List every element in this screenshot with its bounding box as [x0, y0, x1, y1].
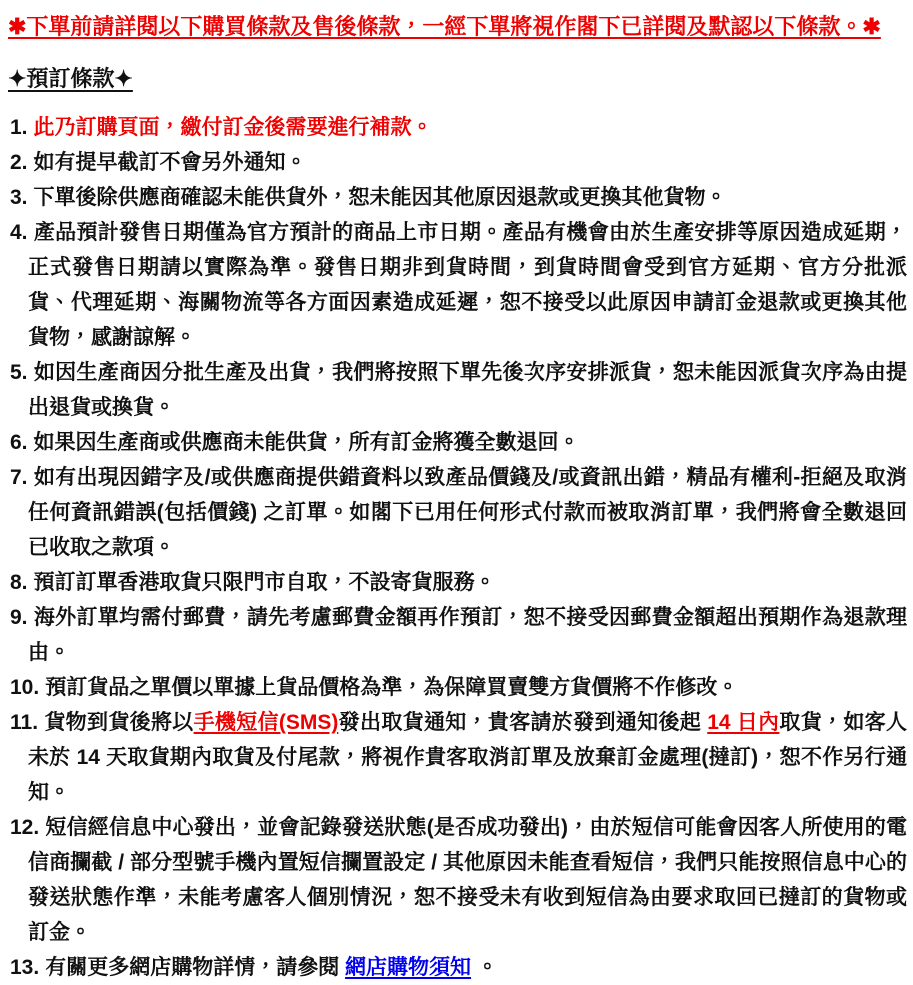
- term-text-highlight: 此乃訂購頁面，繳付訂金後需要進行補款。: [33, 116, 433, 139]
- term-text: 短信經信息中心發出，並會記錄發送狀態(是否成功發出)，由於短信可能會因客人所使用的電信商攔截 / 部分型號手機內置短信攔置設定 / 其他原因未能查看短信，我們只能按照信息中心的發送狀態作準，未能考慮客人個別情況，恕不接受未有收到短信為由要求取回已撻訂的貨物或訂金。: [28, 816, 907, 944]
- term-number: 8.: [10, 571, 28, 594]
- term-text: 預訂訂單香港取貨只限門市自取，不設寄貨服務。: [33, 571, 496, 594]
- term-text-emphasis: 14 日內: [707, 711, 780, 734]
- section-heading-preorder-terms: ✦預訂條款✦: [8, 66, 133, 91]
- term-text: 貨物到貨後將以: [44, 711, 194, 734]
- term-number: 5.: [10, 361, 28, 384]
- term-text: 海外訂單均需付郵費，請先考慮郵費金額再作預訂，恕不接受因郵費金額超出預期作為退款理由。: [28, 606, 907, 664]
- term-text-emphasis: 手機短信(SMS): [193, 711, 339, 734]
- term-text: 發出取貨通知，貴客請於發到通知後起: [338, 711, 708, 734]
- term-item-5: [0, 355, 913, 425]
- term-item-7: [0, 460, 913, 565]
- term-item-10: [0, 670, 913, 705]
- term-text: 如因生產商因分批生產及出貨，我們將按照下單先後次序安排派貨，恕未能因派貨次序為由提出退貨或換貨。: [28, 361, 907, 419]
- term-item-9: [0, 600, 913, 670]
- term-text: 。: [471, 956, 498, 979]
- term-item-2: [0, 145, 913, 180]
- term-text: 下單後除供應商確認未能供貨外，恕未能因其他原因退款或更換其他貨物。: [33, 186, 727, 209]
- term-text: 預訂貨品之單價以單據上貨品價格為準，為保障買賣雙方貨價將不作修改。: [45, 676, 739, 699]
- term-number: 9.: [10, 606, 28, 629]
- term-number: 10.: [10, 676, 40, 699]
- term-text: 如果因生產商或供應商未能供貨，所有訂金將獲全數退回。: [33, 431, 580, 454]
- term-text: 產品預計發售日期僅為官方預計的商品上市日期。產品有機會由於生產安排等原因造成延期，正式發售日期請以實際為準。發售日期非到貨時間，到貨時間會受到官方延期、官方分批派貨、代理延期、海關物流等各方面因素造成延遲，恕不接受以此原因申請訂金退款或更換其他貨物，感謝諒解。: [28, 221, 907, 349]
- term-item-1: [0, 110, 913, 145]
- term-item-13: [0, 950, 913, 985]
- term-text: 取貨，如客人未於 14 天取貨期內取貨及付尾款，將視作貴客取消訂單及放棄訂金處理(撻訂)，恕不作另行通知。: [28, 711, 907, 804]
- term-item-3: [0, 180, 913, 215]
- terms-list: [0, 110, 913, 985]
- term-item-8: [0, 565, 913, 600]
- store-shopping-notice-link[interactable]: 網店購物須知: [345, 956, 472, 979]
- term-number: 7.: [10, 466, 28, 489]
- term-item-4: [0, 215, 913, 355]
- term-item-11: [0, 705, 913, 810]
- term-text: 有關更多網店購物詳情，請參閱: [45, 956, 346, 979]
- pre-order-notice-banner: ✱下單前請詳閱以下購買條款及售後條款，一經下單將視作閣下已詳閱及默認以下條款。✱: [8, 14, 881, 39]
- term-text: 如有提早截訂不會另外通知。: [33, 151, 307, 174]
- term-number: 4.: [10, 221, 28, 244]
- term-item-12: [0, 810, 913, 950]
- term-number: 1.: [10, 116, 28, 139]
- term-number: 13.: [10, 956, 40, 979]
- term-text: 如有出現因錯字及/或供應商提供錯資料以致產品價錢及/或資訊出錯，精品有權利-拒絕及取消任何資訊錯誤(包括價錢) 之訂單。如閣下已用任何形式付款而被取消訂單，我們將會全數退回已收取之款項。: [28, 466, 907, 559]
- term-number: 3.: [10, 186, 28, 209]
- term-item-6: [0, 425, 913, 460]
- term-number: 12.: [10, 816, 40, 839]
- term-number: 2.: [10, 151, 28, 174]
- term-number: 6.: [10, 431, 28, 454]
- term-number: 11.: [10, 711, 39, 734]
